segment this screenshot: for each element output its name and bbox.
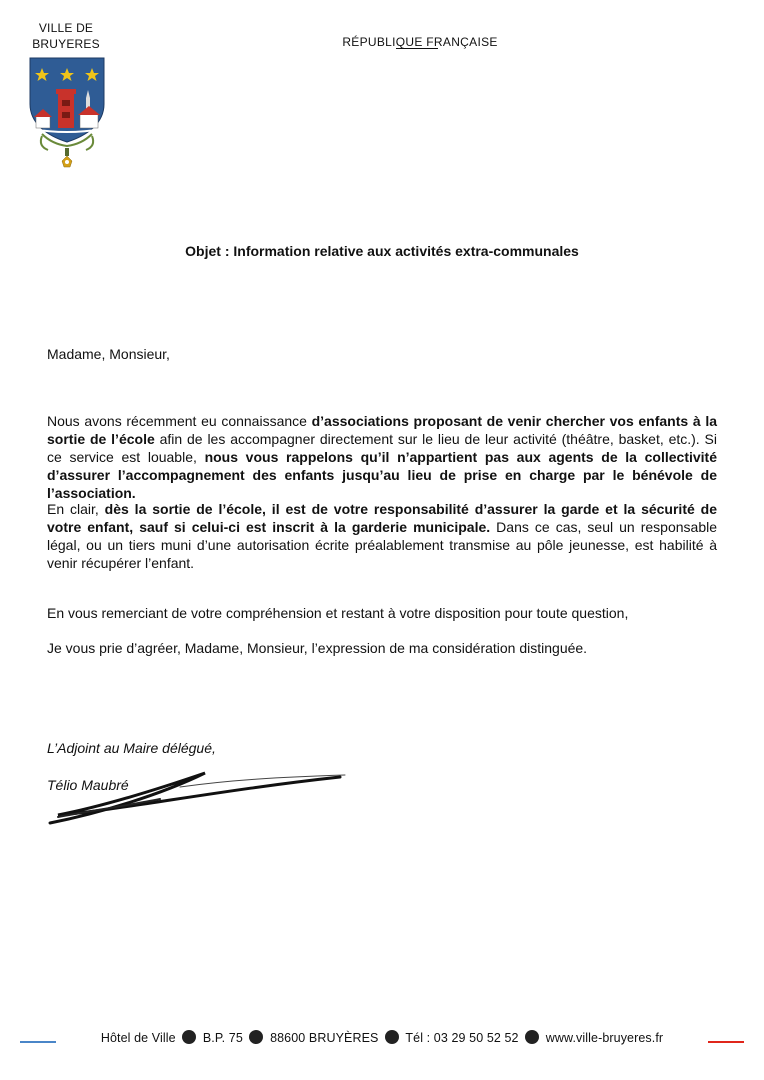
bullet-icon xyxy=(249,1030,263,1044)
republic-header: RÉPUBLIQUE FRANÇAISE xyxy=(342,35,498,49)
coat-of-arms-icon xyxy=(28,56,108,178)
paragraph-2-bold-a: dès la sortie de l’école, il est de votre responsabilité d’assurer la garde et la sécurité de votre enfant, sauf si celui-ci est inscrit à la garderie municipale. xyxy=(47,501,717,535)
paragraph-2-text-a: En clair, xyxy=(47,501,105,517)
paragraph-2-text-b: Dans ce cas, seul un responsable légal, ou un tiers muni d’une autorisation écrite préalablement transmise au pôle jeunesse, est habilité à venir récupérer l’enfant. xyxy=(47,519,718,571)
signature-title: L’Adjoint au Maire délégué, xyxy=(47,740,216,756)
footer-po-box: B.P. 75 xyxy=(202,1031,243,1045)
paragraph-1-text-b: afin de les accompagner directement sur le lieu de leur activité (théâtre, basket, etc.). Si ce service est louable, xyxy=(47,431,717,465)
signature-name: Télio Maubré xyxy=(47,777,129,793)
footer-address-hotel: Hôtel de Ville xyxy=(100,1031,176,1045)
paragraph-1-text-a: Nous avons récemment eu connaissance xyxy=(47,413,312,429)
bullet-icon xyxy=(182,1030,196,1044)
republic-underline xyxy=(396,48,438,49)
bullet-icon xyxy=(385,1030,399,1044)
paragraph-1 xyxy=(47,412,717,502)
salutation: Madame, Monsieur, xyxy=(47,346,170,362)
footer-phone: Tél : 03 29 50 52 52 xyxy=(405,1031,519,1045)
town-name-line1: VILLE DE xyxy=(38,21,94,35)
town-name-line2: BRUYERES xyxy=(32,37,100,51)
footer-postcode: 88600 BRUYÈRES xyxy=(270,1031,379,1045)
bullet-icon xyxy=(525,1030,539,1044)
paragraph-3: En vous remerciant de votre compréhension et restant à votre disposition pour toute question, xyxy=(47,605,629,621)
town-name xyxy=(30,20,102,52)
footer-website-link[interactable]: www.ville-bruyeres.fr xyxy=(545,1031,664,1045)
letter-subject: Objet : Information relative aux activités extra-communales xyxy=(185,243,579,259)
paragraph-4: Je vous prie d’agréer, Madame, Monsieur, l’expression de ma considération distinguée. xyxy=(47,640,588,656)
paragraph-1-bold-a: d’associations proposant de venir chercher vos enfants à la sortie de l’école xyxy=(47,413,717,447)
paragraph-2 xyxy=(47,500,717,572)
footer xyxy=(0,1030,764,1045)
paragraph-1-bold-b: nous vous rappelons qu’il n’appartient pas aux agents de la collectivité d’assurer l’accompagnement des enfants jusqu’au lieu de prise en charge par le bénévole de l’association. xyxy=(47,449,717,501)
handwritten-signature-icon xyxy=(40,765,350,830)
